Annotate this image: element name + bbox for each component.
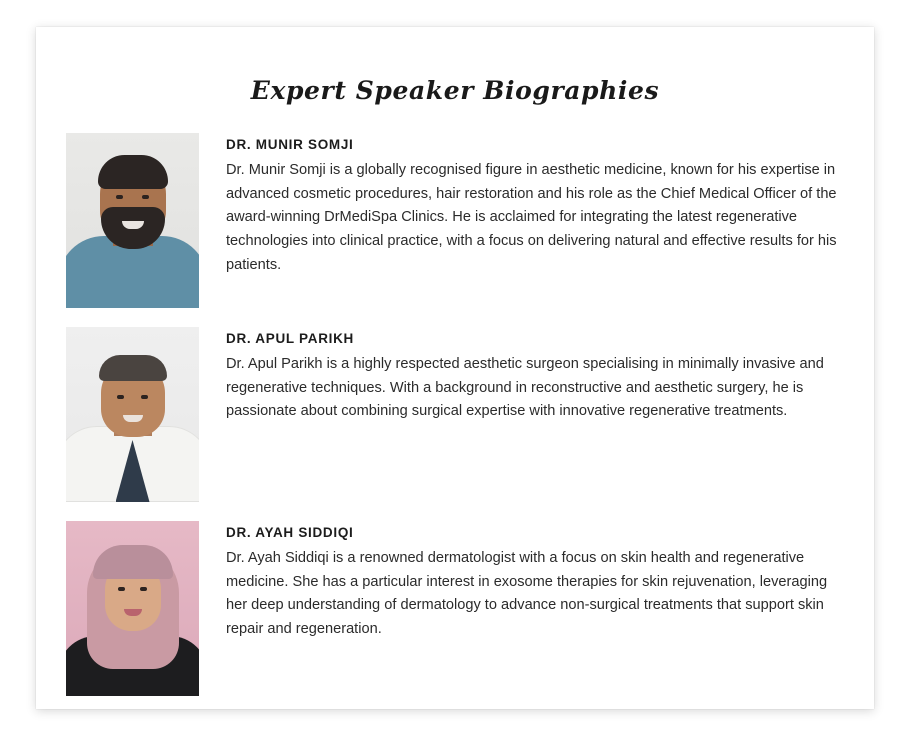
portrait-apul-parikh <box>66 327 199 502</box>
speaker-name: DR. AYAH SIDDIQI <box>226 525 354 540</box>
document-page <box>36 27 874 709</box>
portrait-munir-somji <box>66 133 199 308</box>
bio-text <box>199 327 838 424</box>
speaker-description: Dr. Apul Parikh is a highly respected aesthetic surgeon specialising in minimally invasive and regenerative techniques. With a background in reconstructive and aesthetic surgery, he is passionate about combining surgical expertise with innovative regenerative treatments. <box>226 356 824 420</box>
speaker-description: Dr. Ayah Siddiqi is a renowned dermatologist with a focus on skin health and regenerative medicine. She has a particular interest in exosome therapies for skin rejuvenation, leveraging her deep understanding of dermatology to advance non-surgical treatments that support skin repair and regeneration. <box>226 550 828 637</box>
list-item <box>36 521 874 696</box>
bio-text <box>199 521 838 642</box>
biography-list <box>36 133 874 696</box>
page-title: Expert Speaker Biographies <box>250 76 660 105</box>
speaker-description: Dr. Munir Somji is a globally recognised figure in aesthetic medicine, known for his expertise in advanced cosmetic procedures, hair restoration and his role as the Chief Medical Officer of the award-winning DrMediSpa Clinics. He is acclaimed for integrating the latest regenerative technologies into clinical practice, with a focus on delivering natural and effective results for his patients. <box>226 162 837 273</box>
speaker-name: DR. MUNIR SOMJI <box>226 137 354 152</box>
speaker-name: DR. APUL PARIKH <box>226 331 355 346</box>
bio-text <box>199 133 838 277</box>
list-item <box>36 327 874 502</box>
portrait-ayah-siddiqi <box>66 521 199 696</box>
list-item <box>36 133 874 308</box>
